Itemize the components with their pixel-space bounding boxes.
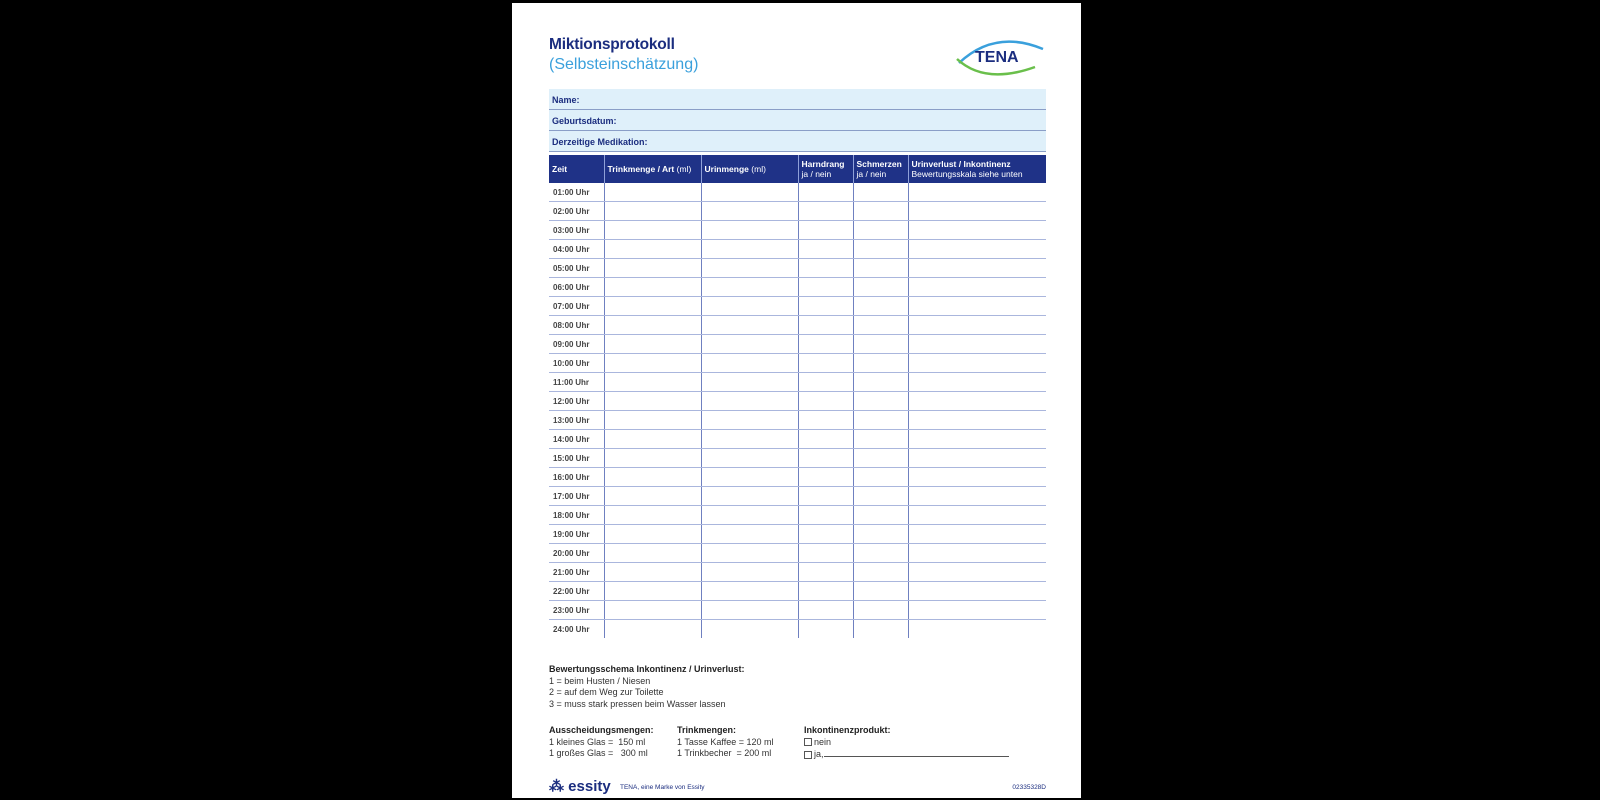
name-field[interactable]: Name:: [549, 89, 1046, 110]
tena-logo-icon: [955, 33, 1045, 79]
table-row: [549, 221, 1046, 240]
entry-cell[interactable]: [908, 183, 1046, 202]
entry-cell[interactable]: [853, 563, 908, 582]
table-row: [549, 582, 1046, 601]
table-row: [549, 278, 1046, 297]
entry-cell[interactable]: [604, 354, 701, 373]
entry-cell[interactable]: [701, 544, 798, 563]
time-cell: 24:00 Uhr: [553, 624, 590, 634]
entry-cell[interactable]: [853, 297, 908, 316]
table-row: [549, 392, 1046, 411]
entry-cell[interactable]: [853, 411, 908, 430]
col-time: Zeit: [549, 155, 604, 183]
entry-cell[interactable]: [908, 525, 1046, 544]
entry-cell[interactable]: [798, 506, 853, 525]
entry-cell[interactable]: [604, 316, 701, 335]
entry-cell[interactable]: [908, 544, 1046, 563]
protocol-page: [512, 3, 1081, 798]
entry-cell[interactable]: [908, 297, 1046, 316]
time-cell: 22:00 Uhr: [549, 582, 604, 601]
time-cell: 05:00 Uhr: [549, 259, 604, 278]
page-title: Miktionsprotokoll: [549, 36, 675, 53]
time-cell: 19:00 Uhr: [549, 525, 604, 544]
entry-cell[interactable]: [908, 468, 1046, 487]
table-row: [549, 335, 1046, 354]
entry-cell[interactable]: [604, 506, 701, 525]
entry-cell[interactable]: [701, 468, 798, 487]
entry-cell[interactable]: [798, 202, 853, 221]
table-row: [549, 240, 1046, 259]
patient-info: [549, 89, 1046, 152]
checkbox-yes[interactable]: [804, 751, 812, 759]
entry-cell[interactable]: [853, 601, 908, 620]
entry-cell[interactable]: [701, 449, 798, 468]
entry-cell[interactable]: [908, 392, 1046, 411]
entry-cell[interactable]: [701, 411, 798, 430]
entry-cell[interactable]: [798, 278, 853, 297]
entry-cell[interactable]: [853, 392, 908, 411]
entry-cell[interactable]: [701, 392, 798, 411]
entry-cell[interactable]: [908, 601, 1046, 620]
entry-cell[interactable]: [853, 449, 908, 468]
table-row: [549, 373, 1046, 392]
entry-cell[interactable]: [701, 582, 798, 601]
entry-cell[interactable]: [908, 335, 1046, 354]
col-urine: Urinmenge (ml): [701, 155, 798, 183]
table-row: [549, 411, 1046, 430]
entry-cell[interactable]: [908, 259, 1046, 278]
entry-cell[interactable]: [908, 449, 1046, 468]
entry-cell[interactable]: [701, 183, 798, 202]
entry-cell[interactable]: [604, 202, 701, 221]
entry-cell[interactable]: [604, 392, 701, 411]
entry-cell[interactable]: [701, 278, 798, 297]
entry-cell[interactable]: [798, 240, 853, 259]
entry-cell[interactable]: [908, 487, 1046, 506]
entry-cell[interactable]: [798, 487, 853, 506]
entry-cell[interactable]: [604, 221, 701, 240]
entry-cell[interactable]: [701, 335, 798, 354]
entry-cell[interactable]: [853, 430, 908, 449]
footer-text: TENA, eine Marke von Essity: [620, 784, 705, 791]
entry-cell[interactable]: [853, 487, 908, 506]
entry-cell[interactable]: [853, 544, 908, 563]
entry-cell[interactable]: [853, 183, 908, 202]
time-cell: 10:00 Uhr: [549, 354, 604, 373]
time-cell: 18:00 Uhr: [549, 506, 604, 525]
excretion-amounts: Ausscheidungsmengen: 1 kleines Glas = 150 ml 1 großes Glas = 300 ml: [549, 725, 654, 758]
entry-cell[interactable]: [701, 240, 798, 259]
entry-cell[interactable]: [908, 563, 1046, 582]
table-row: [549, 544, 1046, 563]
entry-cell[interactable]: [853, 620, 908, 639]
entry-cell[interactable]: [908, 278, 1046, 297]
entry-cell[interactable]: [908, 430, 1046, 449]
entry-cell[interactable]: [701, 202, 798, 221]
entry-cell[interactable]: [853, 221, 908, 240]
drink-amounts: Trinkmengen: 1 Tasse Kaffee = 120 ml 1 Trinkbecher = 200 ml: [677, 725, 774, 758]
entry-cell[interactable]: [701, 506, 798, 525]
entry-cell[interactable]: [798, 525, 853, 544]
entry-cell[interactable]: [604, 240, 701, 259]
entry-cell[interactable]: [798, 316, 853, 335]
time-cell: 04:00 Uhr: [549, 240, 604, 259]
essity-logo: ⁂ essity: [549, 778, 611, 795]
entry-cell[interactable]: [604, 487, 701, 506]
time-cell: 17:00 Uhr: [549, 487, 604, 506]
entry-cell[interactable]: [853, 335, 908, 354]
entry-cell[interactable]: [701, 430, 798, 449]
col-pain: Schmerzen ja / nein: [853, 155, 908, 183]
time-cell: 21:00 Uhr: [549, 563, 604, 582]
entry-cell[interactable]: [853, 354, 908, 373]
time-cell: 14:00 Uhr: [549, 430, 604, 449]
entry-cell[interactable]: [604, 278, 701, 297]
time-cell: 01:00 Uhr: [549, 183, 604, 202]
time-cell: 07:00 Uhr: [549, 297, 604, 316]
checkbox-no[interactable]: [804, 738, 812, 746]
time-cell: 16:00 Uhr: [549, 468, 604, 487]
entry-cell[interactable]: [604, 620, 701, 639]
entry-cell[interactable]: [604, 582, 701, 601]
entry-cell[interactable]: [908, 620, 1046, 639]
entry-cell[interactable]: [853, 278, 908, 297]
col-incontinence: Urinverlust / Inkontinenz Bewertungsskala siehe unten: [908, 155, 1046, 183]
entry-cell[interactable]: [701, 563, 798, 582]
svg-text:TENA: TENA: [975, 49, 1019, 66]
entry-cell[interactable]: [798, 335, 853, 354]
table-row: [549, 563, 1046, 582]
entry-cell[interactable]: [908, 373, 1046, 392]
table-row: [549, 430, 1046, 449]
entry-cell[interactable]: [604, 373, 701, 392]
entry-cell[interactable]: [798, 354, 853, 373]
entry-cell[interactable]: [798, 411, 853, 430]
entry-cell[interactable]: [604, 525, 701, 544]
entry-cell[interactable]: [798, 582, 853, 601]
product-input-line[interactable]: [824, 748, 1009, 757]
entry-cell[interactable]: [604, 544, 701, 563]
incontinence-product: Inkontinenzprodukt: nein ja,: [804, 725, 1009, 761]
col-urge: Harndrang ja / nein: [798, 155, 853, 183]
entry-cell[interactable]: [798, 601, 853, 620]
entry-cell[interactable]: [853, 259, 908, 278]
entry-cell[interactable]: [908, 316, 1046, 335]
table-row: [549, 468, 1046, 487]
entry-cell[interactable]: [604, 468, 701, 487]
entry-cell[interactable]: [798, 297, 853, 316]
page-subtitle: (Selbsteinschätzung): [549, 56, 699, 73]
table-row: [549, 354, 1046, 373]
entry-cell[interactable]: [701, 221, 798, 240]
entry-cell[interactable]: [853, 468, 908, 487]
time-cell: 12:00 Uhr: [549, 392, 604, 411]
table-row: [549, 259, 1046, 278]
time-cell: 20:00 Uhr: [549, 544, 604, 563]
table-row: [549, 183, 1046, 202]
entry-cell[interactable]: [701, 297, 798, 316]
entry-cell[interactable]: [798, 392, 853, 411]
entry-cell[interactable]: [853, 240, 908, 259]
entry-cell[interactable]: [798, 449, 853, 468]
entry-cell[interactable]: [908, 221, 1046, 240]
time-cell: 23:00 Uhr: [549, 601, 604, 620]
table-row: [549, 297, 1046, 316]
entry-cell[interactable]: [908, 506, 1046, 525]
entry-cell[interactable]: [853, 316, 908, 335]
entry-cell[interactable]: [798, 259, 853, 278]
col-drink: Trinkmenge / Art (ml): [604, 155, 701, 183]
entry-cell[interactable]: [701, 373, 798, 392]
entry-cell[interactable]: [798, 468, 853, 487]
time-cell: 06:00 Uhr: [549, 278, 604, 297]
entry-cell[interactable]: [604, 601, 701, 620]
time-cell: 08:00 Uhr: [549, 316, 604, 335]
entry-cell[interactable]: [604, 411, 701, 430]
medication-field[interactable]: Derzeitige Medikation:: [549, 131, 1046, 152]
entry-cell[interactable]: [604, 183, 701, 202]
entry-cell[interactable]: [604, 335, 701, 354]
rating-legend: Bewertungsschema Inkontinenz / Urinverlust: 1 = beim Husten / Niesen 2 = auf dem Weg zur Toilette 3 = muss stark pressen beim Wasser lassen: [549, 664, 745, 709]
voiding-table: [549, 155, 1046, 638]
entry-cell[interactable]: [798, 620, 853, 639]
entry-cell[interactable]: [798, 373, 853, 392]
table-row: [549, 449, 1046, 468]
time-cell: 11:00 Uhr: [549, 373, 604, 392]
entry-cell[interactable]: [701, 487, 798, 506]
table-row: [549, 506, 1046, 525]
time-cell: 15:00 Uhr: [549, 449, 604, 468]
document-code: 02335328D: [1012, 784, 1046, 791]
time-cell: 09:00 Uhr: [549, 335, 604, 354]
table-row: [549, 620, 1046, 639]
birthdate-field[interactable]: Geburtsdatum:: [549, 110, 1046, 131]
entry-cell[interactable]: [701, 354, 798, 373]
table-header: [549, 155, 1046, 183]
entry-cell[interactable]: [853, 506, 908, 525]
entry-cell[interactable]: [908, 240, 1046, 259]
table-row: [549, 316, 1046, 335]
entry-cell[interactable]: [604, 297, 701, 316]
entry-cell[interactable]: [908, 582, 1046, 601]
entry-cell[interactable]: [701, 259, 798, 278]
entry-cell[interactable]: [798, 221, 853, 240]
entry-cell[interactable]: [701, 525, 798, 544]
entry-cell[interactable]: [701, 601, 798, 620]
time-cell: 02:00 Uhr: [549, 202, 604, 221]
table-row: [549, 487, 1046, 506]
entry-cell[interactable]: [798, 563, 853, 582]
entry-cell[interactable]: [853, 525, 908, 544]
entry-cell[interactable]: [908, 354, 1046, 373]
entry-cell[interactable]: [908, 202, 1046, 221]
entry-cell[interactable]: [701, 620, 798, 639]
entry-cell[interactable]: [604, 430, 701, 449]
table-row: [549, 525, 1046, 544]
entry-cell[interactable]: [853, 582, 908, 601]
entry-cell[interactable]: [798, 183, 853, 202]
entry-cell[interactable]: [604, 449, 701, 468]
entry-cell[interactable]: [604, 259, 701, 278]
time-cell: 13:00 Uhr: [549, 411, 604, 430]
entry-cell[interactable]: [853, 202, 908, 221]
entry-cell[interactable]: [604, 563, 701, 582]
table-row: [549, 601, 1046, 620]
entry-cell[interactable]: [798, 430, 853, 449]
entry-cell[interactable]: [908, 411, 1046, 430]
table-row: [549, 202, 1046, 221]
entry-cell[interactable]: [853, 373, 908, 392]
time-cell: 03:00 Uhr: [549, 221, 604, 240]
entry-cell[interactable]: [701, 316, 798, 335]
entry-cell[interactable]: [798, 544, 853, 563]
